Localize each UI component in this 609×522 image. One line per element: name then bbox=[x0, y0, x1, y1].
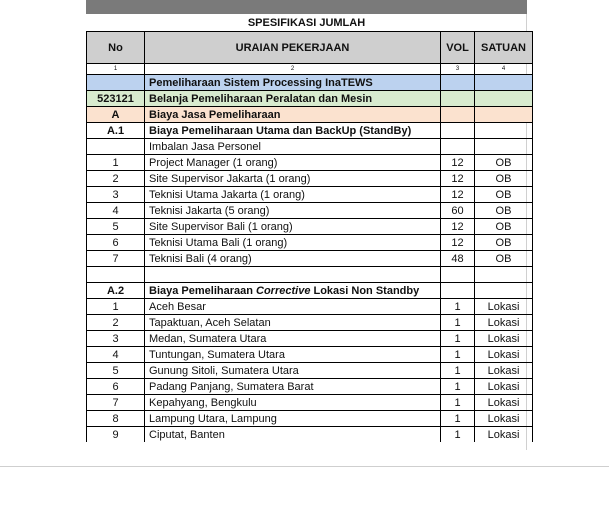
row-unit: Lokasi bbox=[475, 363, 533, 379]
section-a1-code: A.1 bbox=[87, 123, 145, 139]
table-row bbox=[87, 347, 533, 363]
section-a-desc: Biaya Jasa Pemeliharaan bbox=[145, 107, 441, 123]
row-unit: Lokasi bbox=[475, 395, 533, 411]
row-desc: Tuntungan, Sumatera Utara bbox=[145, 347, 441, 363]
section-a-code: A bbox=[87, 107, 145, 123]
program-label: Pemeliharaan Sistem Processing InaTEWS bbox=[145, 75, 441, 91]
row-unit: Lokasi bbox=[475, 315, 533, 331]
account-row bbox=[87, 91, 533, 107]
row-desc: Ciputat, Banten bbox=[145, 427, 441, 443]
column-number-row bbox=[87, 64, 533, 75]
row-no: 7 bbox=[87, 251, 145, 267]
table-row bbox=[87, 315, 533, 331]
account-vol bbox=[441, 91, 475, 107]
row-no: 7 bbox=[87, 395, 145, 411]
table-row bbox=[87, 155, 533, 171]
row-unit: OB bbox=[475, 235, 533, 251]
section-a2-unit bbox=[475, 283, 533, 299]
row-no: 5 bbox=[87, 219, 145, 235]
row-vol: 12 bbox=[441, 187, 475, 203]
table-row bbox=[87, 187, 533, 203]
table-row bbox=[87, 411, 533, 427]
row-no: 2 bbox=[87, 171, 145, 187]
row-desc: Teknisi Bali (4 orang) bbox=[145, 251, 441, 267]
row-vol: 1 bbox=[441, 347, 475, 363]
section-a-unit bbox=[475, 107, 533, 123]
header-uraian: URAIAN PEKERJAAN bbox=[145, 32, 441, 64]
row-desc: Teknisi Jakarta (5 orang) bbox=[145, 203, 441, 219]
row-unit: Lokasi bbox=[475, 427, 533, 443]
row-desc: Kepahyang, Bengkulu bbox=[145, 395, 441, 411]
row-vol: 12 bbox=[441, 171, 475, 187]
row-desc: Teknisi Utama Jakarta (1 orang) bbox=[145, 187, 441, 203]
section-a-vol bbox=[441, 107, 475, 123]
row-desc: Teknisi Utama Bali (1 orang) bbox=[145, 235, 441, 251]
header-no: No bbox=[87, 32, 145, 64]
section-a2-code: A.2 bbox=[87, 283, 145, 299]
section-a2-desc bbox=[145, 283, 441, 299]
table-row bbox=[87, 219, 533, 235]
row-unit: OB bbox=[475, 203, 533, 219]
section-a2-desc-suffix: Lokasi Non Standby bbox=[310, 284, 420, 297]
page-bottom-line bbox=[0, 466, 609, 467]
row-unit: Lokasi bbox=[475, 379, 533, 395]
row-desc: Tapaktuan, Aceh Selatan bbox=[145, 315, 441, 331]
table-row bbox=[87, 171, 533, 187]
row-vol: 1 bbox=[441, 379, 475, 395]
row-unit: OB bbox=[475, 171, 533, 187]
row-unit: Lokasi bbox=[475, 331, 533, 347]
table-row bbox=[87, 363, 533, 379]
column-number: 3 bbox=[441, 64, 475, 75]
program-row bbox=[87, 75, 533, 91]
table-title: SPESIFIKASI JUMLAH bbox=[247, 17, 366, 29]
section-a2-row bbox=[87, 283, 533, 299]
section-a1-vol bbox=[441, 123, 475, 139]
row-vol: 1 bbox=[441, 427, 475, 443]
account-code: 523121 bbox=[87, 91, 145, 107]
row-desc: Site Supervisor Jakarta (1 orang) bbox=[145, 171, 441, 187]
empty-cell bbox=[145, 267, 441, 283]
row-no: 3 bbox=[87, 331, 145, 347]
section-a2-vol bbox=[441, 283, 475, 299]
row-desc: Medan, Sumatera Utara bbox=[145, 331, 441, 347]
row-no: 1 bbox=[87, 299, 145, 315]
program-unit bbox=[475, 75, 533, 91]
subheading-label: Imbalan Jasa Personel bbox=[145, 139, 441, 155]
row-unit: OB bbox=[475, 187, 533, 203]
program-no bbox=[87, 75, 145, 91]
row-vol: 1 bbox=[441, 395, 475, 411]
document-top-bar bbox=[86, 0, 527, 14]
table-row bbox=[87, 299, 533, 315]
row-desc: Padang Panjang, Sumatera Barat bbox=[145, 379, 441, 395]
row-unit: Lokasi bbox=[475, 299, 533, 315]
row-no: 5 bbox=[87, 363, 145, 379]
subheading-unit bbox=[475, 139, 533, 155]
row-unit: Lokasi bbox=[475, 347, 533, 363]
row-no: 9 bbox=[87, 427, 145, 443]
row-vol: 1 bbox=[441, 315, 475, 331]
section-a1-row bbox=[87, 123, 533, 139]
table-row bbox=[87, 203, 533, 219]
row-desc: Lampung Utara, Lampung bbox=[145, 411, 441, 427]
row-vol: 1 bbox=[441, 299, 475, 315]
specification-table bbox=[86, 31, 533, 442]
row-vol: 1 bbox=[441, 411, 475, 427]
header-satuan: SATUAN bbox=[475, 32, 533, 64]
row-vol: 12 bbox=[441, 219, 475, 235]
section-a1-unit bbox=[475, 123, 533, 139]
program-vol bbox=[441, 75, 475, 91]
row-vol: 60 bbox=[441, 203, 475, 219]
column-number: 2 bbox=[145, 64, 441, 75]
empty-cell bbox=[87, 267, 145, 283]
row-vol: 48 bbox=[441, 251, 475, 267]
column-number: 1 bbox=[87, 64, 145, 75]
section-a-row bbox=[87, 107, 533, 123]
empty-row bbox=[87, 267, 533, 283]
subheading-no bbox=[87, 139, 145, 155]
row-no: 6 bbox=[87, 379, 145, 395]
subheading-row bbox=[87, 139, 533, 155]
row-unit: Lokasi bbox=[475, 411, 533, 427]
table-row bbox=[87, 395, 533, 411]
table-row bbox=[87, 235, 533, 251]
header-vol: VOL bbox=[441, 32, 475, 64]
row-desc: Project Manager (1 orang) bbox=[145, 155, 441, 171]
row-no: 1 bbox=[87, 155, 145, 171]
table-row bbox=[87, 427, 533, 443]
row-vol: 1 bbox=[441, 331, 475, 347]
row-no: 6 bbox=[87, 235, 145, 251]
section-a2-desc-italic: Corrective bbox=[256, 284, 311, 297]
row-vol: 12 bbox=[441, 235, 475, 251]
account-unit bbox=[475, 91, 533, 107]
row-unit: OB bbox=[475, 219, 533, 235]
section-a1-desc: Biaya Pemeliharaan Utama dan BackUp (StandBy) bbox=[145, 123, 441, 139]
row-vol: 12 bbox=[441, 155, 475, 171]
subheading-vol bbox=[441, 139, 475, 155]
column-number: 4 bbox=[475, 64, 533, 75]
row-desc: Aceh Besar bbox=[145, 299, 441, 315]
account-desc: Belanja Pemeliharaan Peralatan dan Mesin bbox=[145, 91, 441, 107]
row-no: 2 bbox=[87, 315, 145, 331]
table-row bbox=[87, 379, 533, 395]
section-a2-desc-prefix: Biaya Pemeliharaan bbox=[149, 284, 257, 297]
row-no: 4 bbox=[87, 203, 145, 219]
row-desc: Gunung Sitoli, Sumatera Utara bbox=[145, 363, 441, 379]
table-row bbox=[87, 331, 533, 347]
row-no: 3 bbox=[87, 187, 145, 203]
row-unit: OB bbox=[475, 251, 533, 267]
empty-cell bbox=[475, 267, 533, 283]
table-row bbox=[87, 251, 533, 267]
empty-cell bbox=[441, 267, 475, 283]
row-no: 8 bbox=[87, 411, 145, 427]
row-desc: Site Supervisor Bali (1 orang) bbox=[145, 219, 441, 235]
row-unit: OB bbox=[475, 155, 533, 171]
row-vol: 1 bbox=[441, 363, 475, 379]
row-no: 4 bbox=[87, 347, 145, 363]
